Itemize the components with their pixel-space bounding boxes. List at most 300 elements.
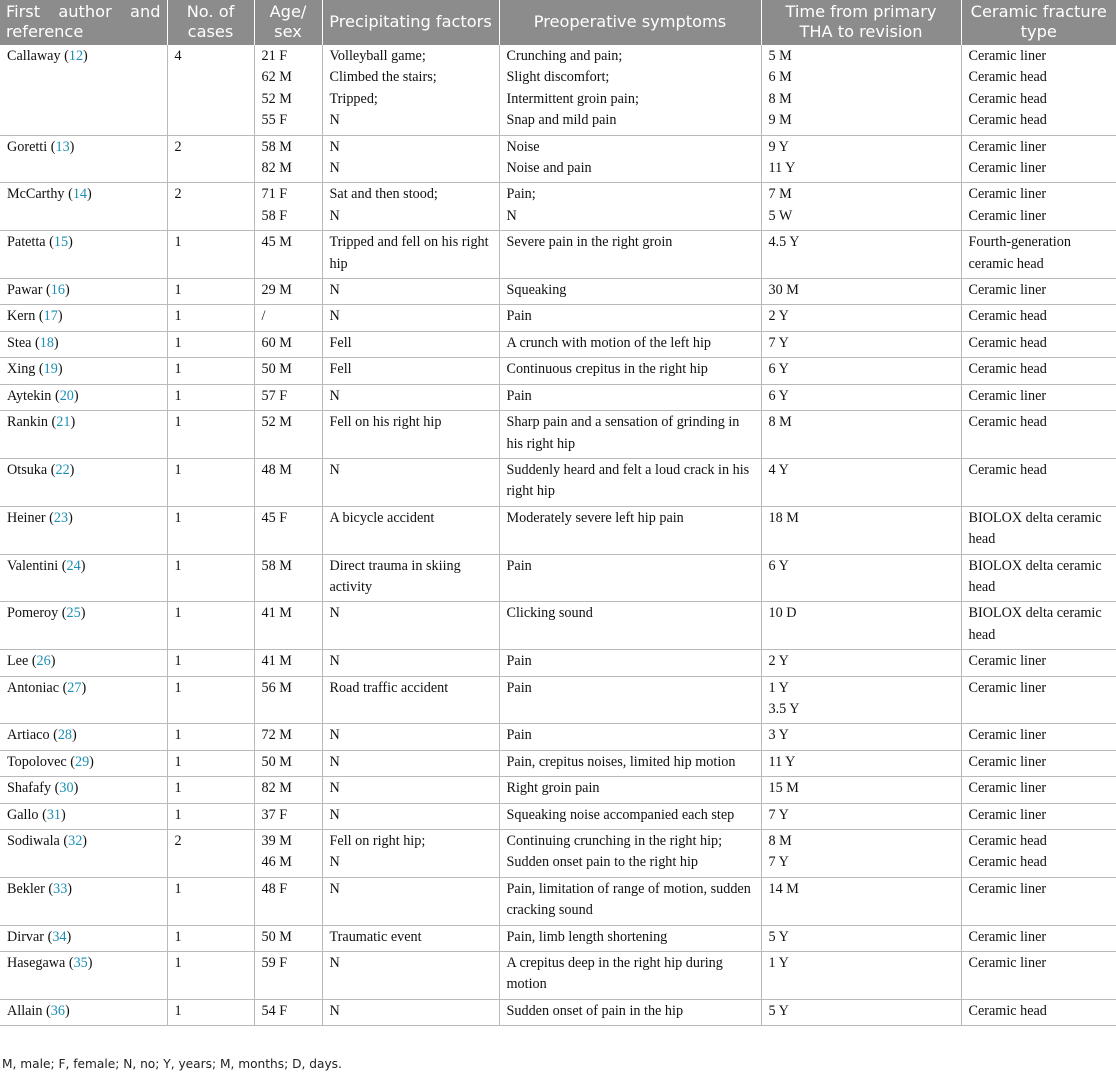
cell-time-line: 4.5 Y: [768, 234, 800, 251]
cell-type: [961, 45, 1116, 136]
author-name: Aytekin: [7, 387, 52, 404]
col-header-symptoms: Preoperative symptoms: [499, 0, 761, 45]
cell-factors-line: N: [329, 282, 340, 299]
cell-factors-line: N: [329, 308, 340, 325]
cell-symptoms: [499, 750, 761, 776]
cell-symptoms: [499, 384, 761, 410]
cell-symptoms: [499, 331, 761, 357]
cell-factors-line: Tripped;: [329, 90, 378, 107]
table-row: [0, 384, 1116, 410]
cell-type: [961, 750, 1116, 776]
cell-time: [761, 952, 961, 1000]
cell-author: Topolovec (29): [0, 750, 167, 776]
cell-time-line: 11 Y: [768, 753, 796, 770]
cell-time-line: 9 M: [768, 112, 792, 129]
cell-symptoms-line: Continuous crepitus in the right hip: [506, 361, 708, 378]
cell-factors: [322, 554, 499, 602]
cell-time: [761, 999, 961, 1025]
cell-cases: 1: [167, 331, 254, 357]
cell-symptoms: [499, 777, 761, 803]
cell-type-line: Ceramic head: [968, 1002, 1047, 1019]
cell-symptoms: [499, 506, 761, 554]
cell-type-line: Ceramic head: [968, 69, 1047, 86]
table-row: [0, 331, 1116, 357]
cell-factors: [322, 830, 499, 878]
table-row: [0, 602, 1116, 650]
cell-type: [961, 952, 1116, 1000]
cell-time-line: 30 M: [768, 282, 799, 299]
cell-symptoms: [499, 650, 761, 676]
cell-author: Bekler (33): [0, 877, 167, 925]
cell-type: [961, 650, 1116, 676]
cell-cases: 1: [167, 999, 254, 1025]
cell-type: [961, 506, 1116, 554]
reference-link[interactable]: 24: [66, 557, 81, 574]
cell-symptoms-line: Sudden onset pain to the right hip: [506, 854, 699, 871]
cell-type-line: Ceramic liner: [968, 955, 1047, 972]
cell-symptoms-line: Pain: [506, 557, 532, 574]
cell-age-sex-line: 50 M: [261, 928, 292, 945]
reference-link[interactable]: 17: [43, 308, 58, 325]
cell-time: [761, 231, 961, 279]
cell-type: [961, 135, 1116, 183]
author-name: Otsuka: [7, 461, 48, 478]
cell-factors-line: N: [329, 461, 340, 478]
cell-cases: 1: [167, 925, 254, 951]
cell-factors-line: N: [329, 653, 340, 670]
cell-time-line: 7 Y: [768, 806, 789, 823]
cell-cases: 2: [167, 830, 254, 878]
cell-age-sex-line: 48 F: [261, 880, 288, 897]
cell-age-sex-line: 29 M: [261, 282, 292, 299]
cell-author: Shafafy (30): [0, 777, 167, 803]
cell-type-line: Ceramic liner: [968, 48, 1047, 64]
cell-age-sex-line: 72 M: [261, 727, 292, 744]
cell-age-sex-line: 37 F: [261, 806, 288, 823]
reference-link[interactable]: 30: [59, 780, 74, 797]
cell-factors: [322, 135, 499, 183]
cell-symptoms: [499, 803, 761, 829]
reference-link[interactable]: 26: [36, 653, 51, 670]
cell-age-sex: [254, 231, 322, 279]
cell-factors-line: Direct trauma in skiing activity: [329, 557, 461, 595]
col-header-type: Ceramic fracture type: [961, 0, 1116, 45]
cell-symptoms: [499, 925, 761, 951]
cell-symptoms-line: Snap and mild pain: [506, 112, 617, 129]
cell-age-sex: [254, 750, 322, 776]
cell-symptoms: [499, 554, 761, 602]
cell-cases: 1: [167, 554, 254, 602]
cell-time: [761, 803, 961, 829]
cell-symptoms-line: Pain: [506, 679, 532, 696]
reference-link[interactable]: 35: [73, 955, 88, 972]
cell-author: Valentini (24): [0, 554, 167, 602]
cell-symptoms: [499, 602, 761, 650]
cell-cases: 2: [167, 183, 254, 231]
table-row: [0, 506, 1116, 554]
cell-author: Pawar (16): [0, 279, 167, 305]
cell-symptoms: [499, 458, 761, 506]
cell-age-sex-line: 57 F: [261, 387, 288, 404]
cell-type: [961, 279, 1116, 305]
cell-factors: [322, 358, 499, 384]
cell-factors-line: N: [329, 605, 340, 622]
reference-link[interactable]: 33: [53, 880, 68, 897]
cell-type: [961, 925, 1116, 951]
table-row: [0, 750, 1116, 776]
cell-age-sex: [254, 506, 322, 554]
cell-symptoms-line: Sharp pain and a sensation of grinding in his right hip: [506, 414, 740, 452]
cell-type-line: BIOLOX delta ceramic head: [968, 557, 1102, 595]
cell-symptoms-line: Squeaking noise accompanied each step: [506, 806, 735, 823]
cell-symptoms: [499, 231, 761, 279]
author-name: Patetta: [7, 234, 46, 251]
cell-type: [961, 331, 1116, 357]
table-row: [0, 724, 1116, 750]
cell-type-line: Ceramic liner: [968, 880, 1047, 897]
cell-cases: 1: [167, 777, 254, 803]
cell-age-sex: [254, 777, 322, 803]
cell-symptoms-line: Noise: [506, 138, 540, 155]
cell-factors: [322, 45, 499, 136]
reference-link[interactable]: 36: [50, 1002, 65, 1019]
cell-factors-line: N: [329, 753, 340, 770]
cell-time-line: 15 M: [768, 780, 799, 797]
cell-time: [761, 750, 961, 776]
cell-age-sex: [254, 458, 322, 506]
reference-link[interactable]: 12: [68, 48, 84, 64]
cell-author: McCarthy (14): [0, 183, 167, 231]
reference-link[interactable]: 20: [59, 387, 74, 404]
cell-cases: 2: [167, 135, 254, 183]
cell-type: [961, 777, 1116, 803]
reference-link[interactable]: 21: [56, 414, 71, 431]
cell-cases: 1: [167, 676, 254, 724]
cell-age-sex-line: 59 F: [261, 955, 288, 972]
cell-symptoms: [499, 279, 761, 305]
cell-type-line: Ceramic head: [968, 854, 1047, 871]
cell-time-line: 10 D: [768, 605, 797, 622]
cell-symptoms-line: Severe pain in the right groin: [506, 234, 673, 251]
cell-author: Patetta (15): [0, 231, 167, 279]
cell-time-line: 3.5 Y: [768, 700, 800, 717]
cell-author: Sodiwala (32): [0, 830, 167, 878]
cell-type-line: Ceramic liner: [968, 207, 1047, 224]
cell-time: [761, 602, 961, 650]
cell-age-sex: [254, 602, 322, 650]
table-row: [0, 279, 1116, 305]
author-name: Callaway: [7, 48, 61, 64]
cell-author: Heiner (23): [0, 506, 167, 554]
cell-symptoms: [499, 676, 761, 724]
table-row: [0, 803, 1116, 829]
cell-symptoms: [499, 830, 761, 878]
reference-link[interactable]: 23: [53, 509, 69, 526]
cell-factors-line: N: [329, 1002, 340, 1019]
author-name: Pawar: [7, 282, 43, 299]
cell-time: [761, 183, 961, 231]
cell-type: [961, 384, 1116, 410]
cell-cases: 1: [167, 602, 254, 650]
reference-link[interactable]: 13: [55, 138, 70, 155]
cell-time: [761, 877, 961, 925]
cell-factors-line: Volleyball game;: [329, 48, 426, 64]
author-name: Antoniac: [7, 679, 60, 696]
cell-time: [761, 554, 961, 602]
cell-factors: [322, 803, 499, 829]
cell-symptoms: [499, 724, 761, 750]
cell-factors: [322, 925, 499, 951]
reference-link[interactable]: 25: [66, 605, 81, 622]
cell-author: Stea (18): [0, 331, 167, 357]
cell-age-sex-line: 50 M: [261, 753, 292, 770]
cell-time-line: 7 Y: [768, 854, 789, 871]
cell-symptoms-line: Intermittent groin pain;: [506, 90, 639, 107]
author-name: Lee: [7, 653, 29, 670]
cell-symptoms: [499, 45, 761, 136]
cell-age-sex-line: 60 M: [261, 334, 292, 351]
cell-age-sex-line: 58 F: [261, 207, 288, 224]
cell-type-line: Ceramic head: [968, 461, 1047, 478]
cell-cases: 1: [167, 458, 254, 506]
cell-factors-line: N: [329, 160, 340, 177]
cell-author: Aytekin (20): [0, 384, 167, 410]
table-row: [0, 830, 1116, 878]
cell-type: [961, 358, 1116, 384]
cell-age-sex-line: 56 M: [261, 679, 292, 696]
cell-type: [961, 231, 1116, 279]
author-name: Heiner: [7, 509, 46, 526]
table-row: [0, 777, 1116, 803]
cell-type-line: Ceramic liner: [968, 928, 1047, 945]
author-name: Sodiwala: [7, 833, 60, 849]
cell-cases: 1: [167, 650, 254, 676]
author-name: Shafafy: [7, 780, 52, 797]
cell-cases: 1: [167, 506, 254, 554]
table-row: [0, 183, 1116, 231]
author-name: Artiaco: [7, 727, 50, 744]
cell-factors: [322, 384, 499, 410]
cell-age-sex-line: 52 M: [261, 414, 292, 431]
cell-factors: [322, 877, 499, 925]
cell-time-line: 8 M: [768, 90, 792, 107]
cell-type-line: BIOLOX delta ceramic head: [968, 509, 1102, 548]
cell-time-line: 4 Y: [768, 461, 789, 478]
reference-link[interactable]: 32: [68, 833, 83, 849]
author-name: McCarthy: [7, 186, 65, 203]
cell-factors-line: N: [329, 207, 340, 224]
cell-factors-line: N: [329, 387, 340, 404]
cell-symptoms-line: Continuing crunching in the right hip;: [506, 833, 723, 849]
cell-time-line: 3 Y: [768, 727, 789, 744]
author-name: Gallo: [7, 806, 39, 823]
cell-cases: 1: [167, 803, 254, 829]
cell-symptoms-line: Sudden onset of pain in the hip: [506, 1002, 684, 1019]
cell-factors-line: Sat and then stood;: [329, 186, 438, 203]
cell-time-line: 9 Y: [768, 138, 789, 155]
cell-factors-line: Fell: [329, 334, 352, 351]
cell-time-line: 5 W: [768, 207, 793, 224]
cell-type-line: Ceramic liner: [968, 387, 1047, 404]
cell-factors-line: Fell on right hip;: [329, 833, 426, 849]
author-name: Kern: [7, 308, 36, 325]
cell-type-line: Ceramic liner: [968, 753, 1047, 770]
author-name: Stea: [7, 334, 32, 351]
cell-author: Artiaco (28): [0, 724, 167, 750]
cell-symptoms-line: N: [506, 207, 517, 224]
cell-type-line: Ceramic head: [968, 361, 1047, 378]
col-header-time: Time from primary THA to revision: [761, 0, 961, 45]
cell-cases: 4: [167, 45, 254, 136]
cell-factors-line: Traumatic event: [329, 928, 422, 945]
cell-age-sex-line: 62 M: [261, 69, 292, 86]
cell-factors-line: Fell: [329, 361, 352, 378]
cell-time-line: 2 Y: [768, 653, 789, 670]
cell-symptoms: [499, 952, 761, 1000]
cell-type: [961, 411, 1116, 459]
cell-symptoms-line: Pain, limb length shortening: [506, 928, 668, 945]
cell-author: Xing (19): [0, 358, 167, 384]
cell-symptoms-line: Pain;: [506, 186, 536, 203]
reference-link[interactable]: 28: [57, 727, 73, 744]
cell-type: [961, 554, 1116, 602]
reference-link[interactable]: 34: [52, 928, 67, 945]
header-row: [0, 0, 1116, 45]
cell-type: [961, 602, 1116, 650]
cell-time-line: 18 M: [768, 509, 799, 526]
cell-age-sex: [254, 877, 322, 925]
col-header-factors: Precipitating factors: [322, 0, 499, 45]
cell-time: [761, 458, 961, 506]
cell-type: [961, 877, 1116, 925]
reference-link[interactable]: 31: [46, 806, 61, 823]
cell-time-line: 14 M: [768, 880, 799, 897]
table-row: [0, 135, 1116, 183]
cell-cases: 1: [167, 724, 254, 750]
cell-author: Dirvar (34): [0, 925, 167, 951]
cell-time: [761, 676, 961, 724]
cell-symptoms-line: Pain, crepitus noises, limited hip motion: [506, 753, 736, 770]
cell-age-sex: [254, 305, 322, 331]
cell-type: [961, 830, 1116, 878]
cell-age-sex-line: 52 M: [261, 90, 292, 107]
cell-age-sex-line: 54 F: [261, 1002, 288, 1019]
cell-symptoms-line: Pain: [506, 653, 532, 670]
cell-factors-line: Climbed the stairs;: [329, 69, 437, 86]
cell-factors-line: N: [329, 727, 340, 744]
reference-link[interactable]: 14: [72, 186, 87, 203]
cell-cases: 1: [167, 952, 254, 1000]
cell-symptoms-line: Slight discomfort;: [506, 69, 610, 86]
cell-time-line: 8 M: [768, 833, 792, 849]
cell-time-line: 1 Y: [768, 679, 789, 696]
cell-symptoms-line: Clicking sound: [506, 605, 593, 622]
cell-factors: [322, 724, 499, 750]
cell-factors: [322, 750, 499, 776]
reference-link[interactable]: 22: [55, 461, 70, 478]
cell-age-sex: [254, 925, 322, 951]
cell-symptoms-line: Pain: [506, 308, 532, 325]
table-row: [0, 231, 1116, 279]
cell-symptoms: [499, 411, 761, 459]
cell-time-line: 5 Y: [768, 928, 789, 945]
cell-type-line: Ceramic liner: [968, 138, 1047, 155]
table-row: [0, 952, 1116, 1000]
cell-time-line: 1 Y: [768, 955, 789, 972]
cell-symptoms-line: Squeaking: [506, 282, 567, 299]
cell-time: [761, 358, 961, 384]
cell-time: [761, 45, 961, 136]
cell-age-sex: [254, 803, 322, 829]
cell-type-line: Ceramic head: [968, 833, 1047, 849]
cell-type-line: Ceramic head: [968, 112, 1047, 129]
cell-time: [761, 650, 961, 676]
cell-time: [761, 777, 961, 803]
cell-symptoms: [499, 877, 761, 925]
cell-type: [961, 183, 1116, 231]
cell-factors-line: N: [329, 955, 340, 972]
cell-factors: [322, 305, 499, 331]
cell-type-line: Ceramic head: [968, 334, 1047, 351]
reference-link[interactable]: 15: [53, 234, 69, 251]
cell-type-line: Ceramic liner: [968, 679, 1047, 696]
cell-author: Gallo (31): [0, 803, 167, 829]
col-header-author: First author and reference: [0, 0, 167, 45]
cell-age-sex-line: 50 M: [261, 361, 292, 378]
reference-link[interactable]: 29: [74, 753, 90, 770]
cell-factors: [322, 411, 499, 459]
cell-cases: 1: [167, 411, 254, 459]
cell-type: [961, 676, 1116, 724]
reference-link[interactable]: 19: [43, 361, 58, 378]
cell-symptoms: [499, 358, 761, 384]
cell-type-line: Ceramic head: [968, 90, 1047, 107]
author-name: Topolovec: [7, 753, 67, 770]
cell-author: Antoniac (27): [0, 676, 167, 724]
author-name: Allain: [7, 1002, 43, 1019]
cell-type-line: Ceramic liner: [968, 727, 1047, 744]
cell-factors-line: N: [329, 880, 340, 897]
cell-symptoms-line: Suddenly heard and felt a loud crack in his right hip: [506, 461, 750, 500]
cell-type: [961, 803, 1116, 829]
cell-age-sex-line: 58 M: [261, 557, 292, 574]
cell-time-line: 5 Y: [768, 1002, 789, 1019]
cell-symptoms-line: Pain: [506, 727, 532, 744]
cell-factors-line: N: [329, 780, 340, 797]
cell-time-line: 6 Y: [768, 387, 789, 404]
cell-symptoms: [499, 183, 761, 231]
cell-factors: [322, 279, 499, 305]
cell-factors: [322, 650, 499, 676]
cell-time: [761, 925, 961, 951]
cell-factors-line: Fell on his right hip: [329, 414, 442, 431]
cell-factors: [322, 331, 499, 357]
reference-link[interactable]: 18: [39, 334, 54, 351]
table-footnote: M, male; F, female; N, no; Y, years; M, months; D, days.: [2, 1057, 342, 1071]
cell-age-sex: [254, 384, 322, 410]
cell-factors-line: A bicycle accident: [329, 509, 435, 526]
cell-type-line: Ceramic liner: [968, 806, 1047, 823]
reference-link[interactable]: 27: [67, 679, 82, 696]
cell-symptoms-line: Pain, limitation of range of motion, sudden cracking sound: [506, 880, 751, 919]
table-row: [0, 358, 1116, 384]
cell-factors: [322, 952, 499, 1000]
reference-link[interactable]: 16: [50, 282, 65, 299]
author-name: Dirvar: [7, 928, 45, 945]
cell-time: [761, 830, 961, 878]
cell-age-sex-line: 21 F: [261, 48, 288, 64]
cell-age-sex: [254, 331, 322, 357]
